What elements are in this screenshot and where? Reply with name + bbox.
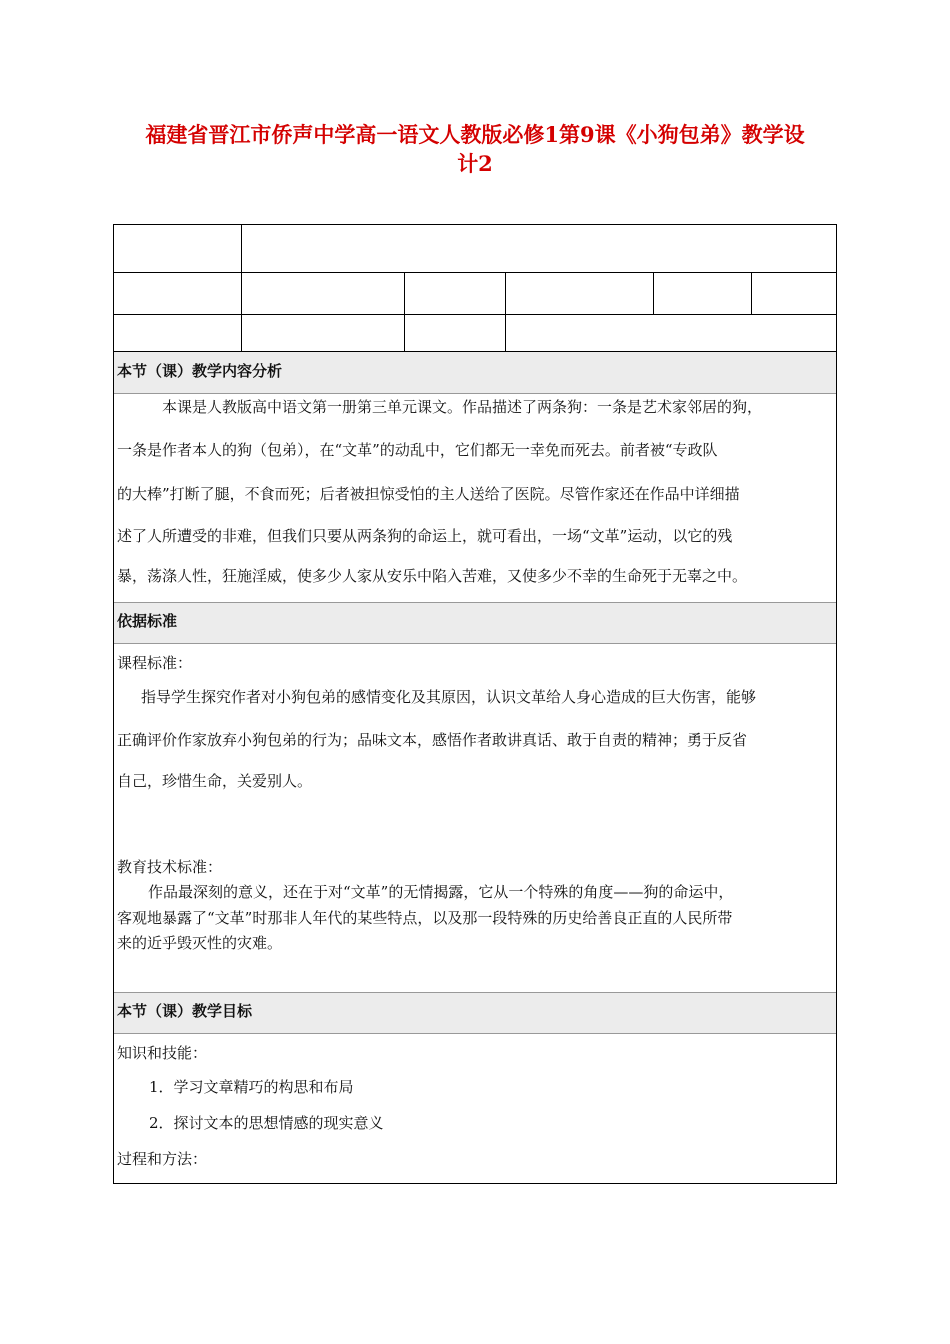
section-heading: 本节（课）教学内容分析 [117,362,283,380]
lesson-table [113,224,837,1184]
course-standard-line: 指导学生探究作者对小狗包弟的感情变化及其原因，认识文革给人身心造成的巨大伤害，能够 [141,688,757,706]
tech-standard-line: 来的近乎毁灭性的灾难。 [117,934,283,952]
col-divider [653,272,654,314]
process-label: 过程和方法： [117,1150,208,1168]
analysis-line: 一条是作者本人的狗（包弟），在“文革”的动乱中，它们都无一幸免而死去。前者被“专政队 [117,441,718,459]
title-line-1: 福建省晋江市侨声中学高一语文人教版必修1第9课《小狗包弟》教学设 [145,122,805,147]
title-line-2: 计2 [457,151,493,176]
analysis-line: 本课是人教版高中语文第一册第三单元课文。作品描述了两条狗：一条是艺术家邻居的狗， [162,398,763,416]
col-divider [751,272,752,314]
tech-standard-line: 客观地暴露了“文革”时那非人年代的某些特点，以及那一段特殊的历史给善良正直的人民所带 [117,909,733,927]
goal-item: 2．探讨文本的思想情感的现实意义 [149,1114,384,1132]
course-standard-line: 自己，珍惜生命，关爱别人。 [117,772,313,790]
row-divider [114,314,836,315]
section-header-analysis [114,351,836,394]
analysis-line: 述了人所遭受的非难，但我们只要从两条狗的命运上，就可看出，一场“文革”运动，以它的残 [117,527,733,545]
course-standard-line: 正确评价作家放弃小狗包弟的行为；品味文本，感悟作者敢讲真话、敢于自责的精神；勇于反省 [117,731,748,749]
col-divider [404,272,405,351]
tech-standard-label: 教育技术标准： [117,858,223,876]
section-header-goals [114,992,836,1034]
section-heading: 依据标准 [117,612,178,630]
course-standard-label: 课程标准： [117,654,193,672]
col-divider [241,225,242,351]
section-heading: 本节（课）教学目标 [117,1002,253,1020]
analysis-line: 暴，荡涤人性，狂施淫威，使多少人家从安乐中陷入苦难，又使多少不幸的生命死于无辜之中。 [117,567,748,585]
row-divider [114,272,836,273]
knowledge-label: 知识和技能： [117,1044,208,1062]
col-divider [505,272,506,351]
analysis-line: 的大棒”打断了腿，不食而死；后者被担惊受怕的主人送给了医院。尽管作家还在作品中详细描 [117,485,740,503]
section-header-standards [114,602,836,644]
tech-standard-line: 作品最深刻的意义，还在于对“文革”的无情揭露，它从一个特殊的角度——狗的命运中， [148,883,734,901]
goal-item: 1．学习文章精巧的构思和布局 [149,1078,354,1096]
document-title [110,120,840,178]
